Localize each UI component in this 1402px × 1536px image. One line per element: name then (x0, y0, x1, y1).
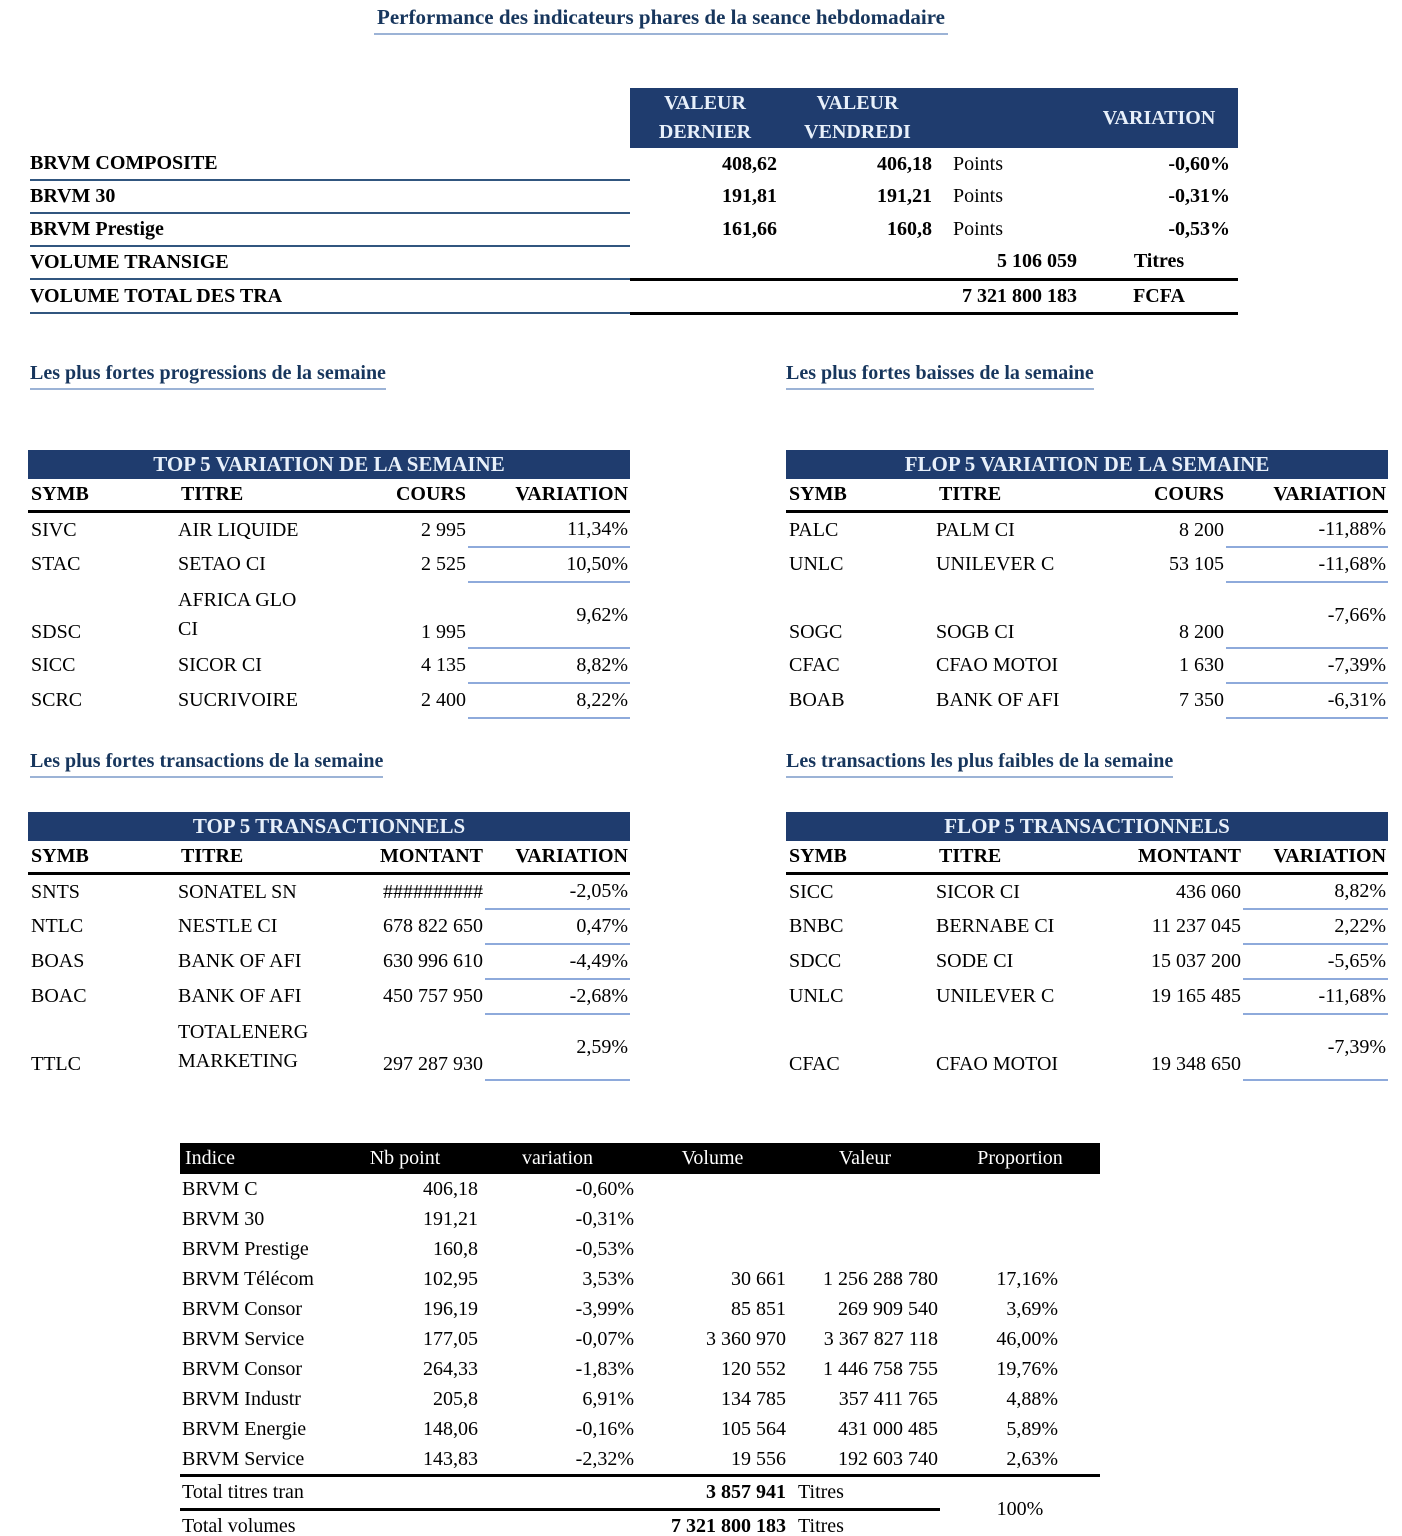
summary-header-row (30, 88, 1238, 148)
symb-cell: NTLC (31, 915, 84, 937)
variation-cell: 9,62% (468, 582, 630, 648)
index-label: BRVM 30 (30, 180, 630, 213)
summary-header-valeur-dernier: VALEUR DERNIER (630, 88, 780, 148)
proportion-cell: 5,89% (1006, 1417, 1058, 1440)
montant-cell: 436 060 (1176, 880, 1241, 903)
symb-cell: CFAC (789, 1053, 840, 1075)
volume-cell: 30 661 (731, 1267, 786, 1290)
flop5-transactions-table (786, 812, 1388, 1081)
symb-cell: PALC (789, 518, 839, 541)
indice-cell: BRVM Consor (182, 1357, 303, 1380)
variation-cell: 0,47% (485, 909, 630, 944)
section-heading-transactions: Les plus fortes transactions de la semaine (30, 750, 383, 778)
symb-cell: SCRC (31, 689, 83, 711)
titre-cell: NESTLE CI (178, 915, 278, 937)
volume-value-cell: 5 106 059 (935, 246, 1080, 279)
column-header-symb: SYMB (786, 479, 936, 512)
nbpoint-cell: 264,33 (423, 1357, 478, 1380)
titre-cell: SOGB CI (936, 621, 1015, 643)
variation-cell: 8,82% (468, 648, 630, 683)
column-header-volume: Volume (635, 1143, 790, 1174)
column-header-titre: TITRE (936, 479, 1116, 512)
montant-cell: 19 165 485 (1151, 985, 1241, 1007)
variation-cell: -7,39% (1243, 1014, 1388, 1080)
unit-cell: Points (953, 218, 1004, 240)
column-header-proportion: Proportion (940, 1143, 1100, 1174)
table-row (786, 512, 1388, 548)
table-row (786, 979, 1388, 1014)
volume-cell: 105 564 (721, 1417, 786, 1440)
symb-cell: TTLC (31, 1053, 81, 1075)
table-row (28, 874, 630, 910)
titre-cell: TOTALENERG MARKETING (178, 1021, 309, 1072)
column-header-valeur: Valeur (790, 1143, 940, 1174)
titre-cell: SONATEL SN (178, 880, 297, 903)
variation-cell: -2,32% (480, 1444, 635, 1476)
variation-cell: -0,31% (575, 1207, 634, 1230)
indice-cell: BRVM Energie (182, 1417, 307, 1440)
variation-cell: -0,60% (575, 1177, 634, 1200)
variation-cell: -11,88% (1226, 512, 1388, 548)
symb-cell: SDCC (789, 950, 842, 972)
variation-cell: -2,05% (485, 874, 630, 910)
table-title-band (786, 450, 1388, 479)
variation-cell: -6,31% (1226, 683, 1388, 718)
proportion-cell: 46,00% (996, 1327, 1058, 1350)
table-title: FLOP 5 TRANSACTIONNELS (786, 812, 1388, 841)
nbpoint-cell: 196,19 (423, 1297, 478, 1320)
valeur-cell: 431 000 485 (838, 1417, 938, 1440)
indice-cell: BRVM Service (182, 1327, 305, 1350)
variation-cell: 3,53% (582, 1267, 634, 1290)
summary-header-empty (30, 88, 630, 148)
table-title: FLOP 5 VARIATION DE LA SEMAINE (786, 450, 1388, 479)
titre-cell: BANK OF AFI (178, 985, 302, 1007)
top5-transactions-table (28, 812, 630, 1081)
nbpoint-cell: 102,95 (423, 1267, 478, 1290)
cours-cell: 8 200 (1179, 518, 1224, 541)
valeur-dernier-cell: 161,66 (722, 218, 777, 240)
proportion-total-cell: 100% (940, 1476, 1100, 1536)
table-row (180, 1354, 1100, 1384)
indice-cell: BRVM C (182, 1177, 258, 1200)
table-row (180, 1294, 1100, 1324)
table-title-band (28, 450, 630, 479)
table-row (28, 909, 630, 944)
titre-cell: AIR LIQUIDE (178, 518, 299, 541)
column-header-variation: VARIATION (1243, 841, 1388, 874)
column-header-symb: SYMB (786, 841, 936, 874)
indice-cell: BRVM Service (180, 1444, 330, 1476)
valeur-cell: 357 411 765 (838, 1387, 938, 1410)
cours-cell: 53 105 (1169, 553, 1224, 575)
variation-cell: 2,22% (1243, 909, 1388, 944)
column-header-row (28, 841, 630, 874)
flop5-variation-table (786, 450, 1388, 719)
valeur-vendredi-cell: 160,8 (887, 218, 932, 240)
montant-cell: 450 757 950 (383, 985, 483, 1007)
proportion-cell: 4,88% (1006, 1387, 1058, 1410)
variation-cell: 8,82% (1243, 874, 1388, 910)
total-titres-row (180, 1476, 1100, 1510)
titre-cell: SICOR CI (936, 880, 1020, 903)
table-row (786, 909, 1388, 944)
column-header-indice: Indice (180, 1143, 330, 1174)
indice-cell: BRVM Industr (182, 1387, 301, 1410)
column-header-nbpoint: Nb point (330, 1143, 480, 1174)
column-header-row (786, 479, 1388, 512)
proportion-cell: 17,16% (996, 1267, 1058, 1290)
index-label: VOLUME TOTAL DES TRA (30, 279, 630, 313)
table-row (180, 1324, 1100, 1354)
table-row (786, 1014, 1388, 1080)
variation-cell: -0,60% (1168, 152, 1230, 175)
variation-cell: -11,68% (1226, 547, 1388, 582)
variation-cell: -0,31% (1168, 185, 1230, 207)
volume-total-value-cell: 7 321 800 183 (630, 279, 1080, 313)
table-row (786, 582, 1388, 648)
montant-cell: 630 996 610 (383, 950, 483, 972)
symb-cell: STAC (31, 553, 81, 575)
table-row (28, 944, 630, 979)
cours-cell: 2 995 (421, 518, 466, 541)
table-title-band (28, 812, 630, 841)
empty-cell (780, 246, 935, 279)
top5-variation-table (28, 450, 630, 719)
valeur-cell: 1 256 288 780 (823, 1267, 938, 1290)
table-row (786, 874, 1388, 910)
symb-cell: SIVC (31, 518, 77, 541)
titre-cell: BERNABE CI (936, 915, 1055, 937)
cours-cell: 2 525 (421, 553, 466, 575)
section-heading-faibles: Les transactions les plus faibles de la semaine (786, 750, 1173, 778)
valeur-cell (790, 1234, 940, 1264)
montant-cell: 678 822 650 (383, 915, 483, 937)
table-row (786, 547, 1388, 582)
summary-row (30, 148, 1238, 180)
column-header-cours: COURS (1116, 479, 1226, 512)
table-row (180, 1204, 1100, 1234)
valeur-dernier-cell: 191,81 (722, 185, 777, 207)
symb-cell: UNLC (789, 553, 844, 575)
total-value: 3 857 941 (635, 1476, 790, 1510)
variation-cell: -3,99% (575, 1297, 634, 1320)
total-value: 7 321 800 183 (635, 1510, 790, 1536)
index-label: BRVM COMPOSITE (30, 148, 630, 180)
table-row (786, 944, 1388, 979)
variation-cell: 6,91% (582, 1387, 634, 1410)
cours-cell: 1 630 (1179, 654, 1224, 676)
volume-cell: 19 556 (635, 1444, 790, 1476)
index-label: BRVM Prestige (30, 213, 630, 246)
volume-cell (635, 1174, 790, 1204)
table-row (28, 582, 630, 648)
cours-cell: 4 135 (421, 654, 466, 676)
valeur-cell: 192 603 740 (790, 1444, 940, 1476)
table-row (28, 648, 630, 683)
table-row (28, 683, 630, 718)
table-row (28, 1014, 630, 1080)
column-header-montant: MONTANT (1110, 841, 1243, 874)
cours-cell: 7 350 (1179, 689, 1224, 711)
variation-cell: -0,07% (575, 1327, 634, 1350)
valeur-cell: 3 367 827 118 (823, 1327, 938, 1350)
index-label: VOLUME TRANSIGE (30, 246, 630, 279)
symb-cell: SNTS (31, 880, 80, 903)
variation-cell: -0,53% (575, 1237, 634, 1260)
variation-cell: 2,59% (485, 1014, 630, 1080)
total-label: Total titres tran (180, 1476, 635, 1510)
symb-cell: BOAS (31, 950, 85, 972)
proportion-cell: 19,76% (996, 1357, 1058, 1380)
unit-cell: Points (953, 152, 1004, 175)
summary-header-variation: VARIATION (1080, 88, 1238, 148)
titre-cell: BANK OF AFI (936, 689, 1060, 711)
variation-cell: -4,49% (485, 944, 630, 979)
symb-cell: BOAC (31, 985, 87, 1007)
column-header-variation: variation (480, 1143, 635, 1174)
summary-header-valeur-vendredi: VALEUR VENDREDI (780, 88, 935, 148)
variation-cell: -0,16% (575, 1417, 634, 1440)
titre-cell: CFAO MOTOI (936, 654, 1059, 676)
titre-cell: CFAO MOTOI (936, 1053, 1059, 1075)
summary-table (30, 88, 1238, 315)
column-header-row (28, 479, 630, 512)
titre-cell: UNILEVER C (936, 553, 1055, 575)
indices-header-row (180, 1143, 1100, 1174)
symb-cell: SOGC (789, 621, 843, 643)
column-header-variation: VARIATION (468, 479, 630, 512)
symb-cell: SICC (789, 880, 834, 903)
section-heading-baisses: Les plus fortes baisses de la semaine (786, 362, 1094, 390)
volume-cell: 85 851 (731, 1297, 786, 1320)
nbpoint-cell: 160,8 (433, 1237, 478, 1260)
nbpoint-cell: 148,06 (423, 1417, 478, 1440)
symb-cell: SICC (31, 654, 76, 676)
valeur-cell: 269 909 540 (838, 1297, 938, 1320)
table-row (180, 1264, 1100, 1294)
column-header-montant: MONTANT (352, 841, 485, 874)
page-title-text: Performance des indicateurs phares de la seance hebdomadaire (374, 5, 948, 35)
symb-cell: SDSC (31, 621, 82, 643)
table-row (180, 1414, 1100, 1444)
titre-cell: SETAO CI (178, 553, 266, 575)
table-title: TOP 5 TRANSACTIONNELS (28, 812, 630, 841)
titre-cell: AFRICA GLO CI (178, 589, 297, 640)
summary-header-unit (935, 88, 1080, 148)
nbpoint-cell: 191,21 (423, 1207, 478, 1230)
table-title: TOP 5 VARIATION DE LA SEMAINE (28, 450, 630, 479)
variation-cell: 8,22% (468, 683, 630, 718)
table-row (28, 547, 630, 582)
indices-table (180, 1143, 1100, 1536)
summary-table-wrap (30, 88, 1238, 315)
table-row (786, 648, 1388, 683)
total-unit: Titres (790, 1476, 940, 1510)
summary-row-volume-total (30, 279, 1238, 313)
unit-cell: Points (953, 185, 1004, 207)
table-row (180, 1174, 1100, 1204)
summary-row-volume (30, 246, 1238, 279)
variation-cell: -7,39% (1226, 648, 1388, 683)
column-header-cours: COURS (358, 479, 468, 512)
section-heading-progressions: Les plus fortes progressions de la semaine (30, 362, 386, 390)
proportion-cell (940, 1174, 1100, 1204)
variation-cell: -1,83% (575, 1357, 634, 1380)
montant-cell: 11 237 045 (1151, 915, 1241, 937)
column-header-titre: TITRE (936, 841, 1110, 874)
variation-cell: -5,65% (1243, 944, 1388, 979)
variation-cell: -0,53% (1168, 218, 1230, 240)
proportion-cell: 2,63% (940, 1444, 1100, 1476)
table-title-band (786, 812, 1388, 841)
column-header-titre: TITRE (178, 479, 358, 512)
volume-cell (635, 1234, 790, 1264)
column-header-symb: SYMB (28, 841, 178, 874)
volume-cell: 3 360 970 (706, 1327, 786, 1350)
variation-cell: 11,34% (468, 512, 630, 548)
table-row (28, 512, 630, 548)
summary-row (30, 213, 1238, 246)
table-row (28, 979, 630, 1014)
valeur-vendredi-cell: 191,21 (877, 185, 932, 207)
proportion-cell (940, 1234, 1100, 1264)
valeur-vendredi-cell: 406,18 (877, 152, 932, 175)
nbpoint-cell: 406,18 (423, 1177, 478, 1200)
variation-cell: 10,50% (468, 547, 630, 582)
variation-cell: -2,68% (485, 979, 630, 1014)
nbpoint-cell: 205,8 (433, 1387, 478, 1410)
table-row (180, 1444, 1100, 1476)
titre-cell: SUCRIVOIRE (178, 689, 299, 711)
nbpoint-cell: 177,05 (423, 1327, 478, 1350)
variation-cell: -7,66% (1226, 582, 1388, 648)
column-header-titre: TITRE (178, 841, 352, 874)
valeur-cell (790, 1174, 940, 1204)
total-label: Total volumes (180, 1510, 635, 1536)
valeur-cell: 1 446 758 755 (823, 1357, 938, 1380)
total-unit: Titres (790, 1510, 940, 1536)
summary-row (30, 180, 1238, 213)
variation-cell: -11,68% (1243, 979, 1388, 1014)
nbpoint-cell: 143,83 (330, 1444, 480, 1476)
table-row (180, 1384, 1100, 1414)
symb-cell: BOAB (789, 689, 845, 711)
titre-cell: PALM CI (936, 518, 1015, 541)
table-row (786, 683, 1388, 718)
symb-cell: BNBC (789, 915, 844, 937)
titre-cell: SODE CI (936, 950, 1014, 972)
indices-table-wrap (180, 1143, 1100, 1536)
indice-cell: BRVM Télécom (182, 1267, 314, 1290)
volume-cell: 120 552 (721, 1357, 786, 1380)
symb-cell: UNLC (789, 985, 844, 1007)
cours-cell: 1 995 (421, 621, 466, 643)
volume-cell (635, 1204, 790, 1234)
montant-cell: 19 348 650 (1151, 1053, 1241, 1075)
page-title (31, 5, 1291, 35)
symb-cell: CFAC (789, 654, 840, 676)
volume-unit-cell: Titres (1080, 246, 1238, 279)
volume-total-unit-cell: FCFA (1080, 279, 1238, 313)
proportion-cell: 3,69% (1006, 1297, 1058, 1320)
cours-cell: 2 400 (421, 689, 466, 711)
volume-cell: 134 785 (721, 1387, 786, 1410)
valeur-dernier-cell: 408,62 (722, 152, 777, 175)
column-header-symb: SYMB (28, 479, 178, 512)
table-row (180, 1234, 1100, 1264)
indice-cell: BRVM Consor (182, 1297, 303, 1320)
titre-cell: BANK OF AFI (178, 950, 302, 972)
column-header-variation: VARIATION (485, 841, 630, 874)
montant-cell: 15 037 200 (1151, 950, 1241, 972)
valeur-cell (790, 1204, 940, 1234)
montant-cell: 297 287 930 (383, 1053, 483, 1075)
empty-cell (630, 246, 780, 279)
montant-cell: ########## (383, 880, 483, 903)
indice-cell: BRVM 30 (182, 1207, 265, 1230)
titre-cell: UNILEVER C (936, 985, 1055, 1007)
titre-cell: SICOR CI (178, 654, 262, 676)
column-header-row (786, 841, 1388, 874)
indice-cell: BRVM Prestige (182, 1237, 309, 1260)
column-header-variation: VARIATION (1226, 479, 1388, 512)
proportion-cell (940, 1204, 1100, 1234)
cours-cell: 8 200 (1179, 621, 1224, 643)
